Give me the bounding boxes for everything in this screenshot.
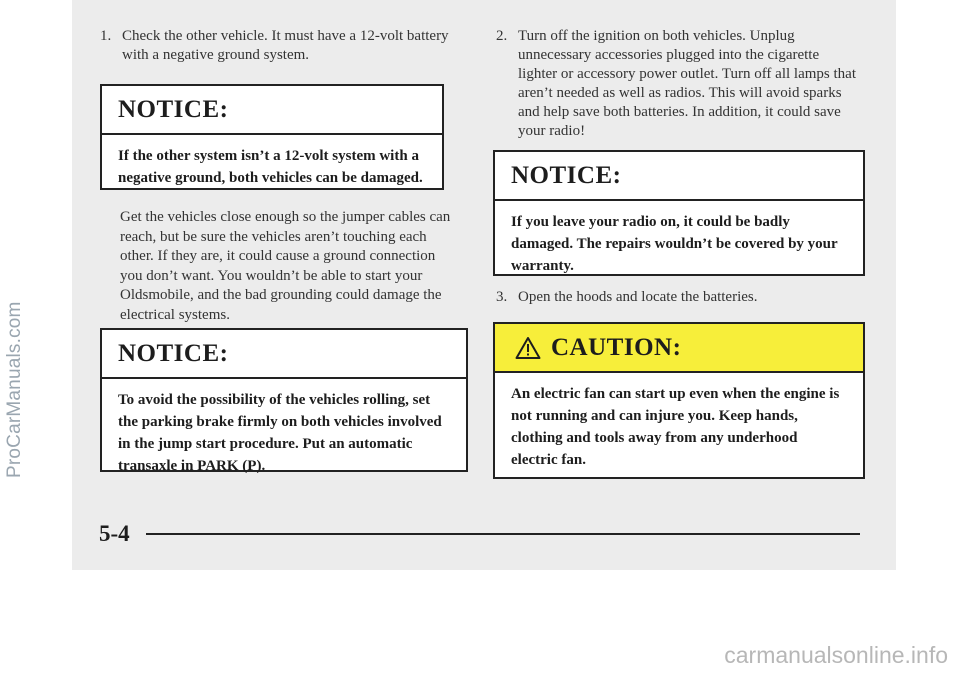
caution-header xyxy=(495,324,863,373)
notice-2-title: NOTICE: xyxy=(102,330,466,379)
step-2-text: Turn off the ignition on both vehicles. Unplug unnecessary accessories plugged into the cigarette lighter or accessory power outlet. Turn off all lamps that aren’t needed as well as radios. This will avoid sparks and help save both batteries. In addition, it could save your radio! xyxy=(518,28,856,139)
notice-1-title: NOTICE: xyxy=(102,86,442,135)
step-1-number: 1. xyxy=(100,28,112,44)
caution-title: CAUTION: xyxy=(551,333,682,361)
caution-box xyxy=(493,322,865,479)
side-watermark: ProCarManuals.com xyxy=(4,301,25,478)
step-2 xyxy=(496,27,858,141)
step-1 xyxy=(100,27,460,65)
step-3-text: Open the hoods and locate the batteries. xyxy=(518,289,758,305)
notice-3-title: NOTICE: xyxy=(495,152,863,201)
cable-paragraph: Get the vehicles close enough so the jumper cables can reach, but be sure the vehicles aren’t touching each other. If they are, it could cause a ground connection you don’t want. You wouldn’t be able to start your Oldsmobile, and the bad grounding could damage the electrical systems. xyxy=(120,209,451,323)
page-number: 5-4 xyxy=(99,521,130,546)
notice-2-body: To avoid the possibility of the vehicles rolling, set the parking brake firmly on both vehicles involved in the jump start procedure. Put an automatic transaxle in PARK (P). xyxy=(118,392,442,474)
step-3-number: 3. xyxy=(496,289,508,305)
step-3 xyxy=(496,288,858,307)
warning-triangle-icon xyxy=(515,336,541,360)
caution-body: An electric fan can start up even when the engine is not running and can injure you. Keep hands, clothing and tools away from any underhood electric fan. xyxy=(511,386,840,468)
notice-box-1 xyxy=(100,84,444,190)
step-2-number: 2. xyxy=(496,28,508,44)
notice-box-3 xyxy=(493,150,865,276)
notice-box-2 xyxy=(100,328,468,472)
footer-rule xyxy=(146,533,860,535)
notice-3-body: If you leave your radio on, it could be badly damaged. The repairs wouldn’t be covered by your warranty. xyxy=(511,214,838,274)
step-1-text: Check the other vehicle. It must have a 12-volt battery with a negative ground system. xyxy=(122,28,449,63)
bottom-watermark: carmanualsonline.info xyxy=(724,642,948,668)
notice-1-body: If the other system isn’t a 12-volt system with a negative ground, both vehicles can be damaged. xyxy=(118,148,423,186)
